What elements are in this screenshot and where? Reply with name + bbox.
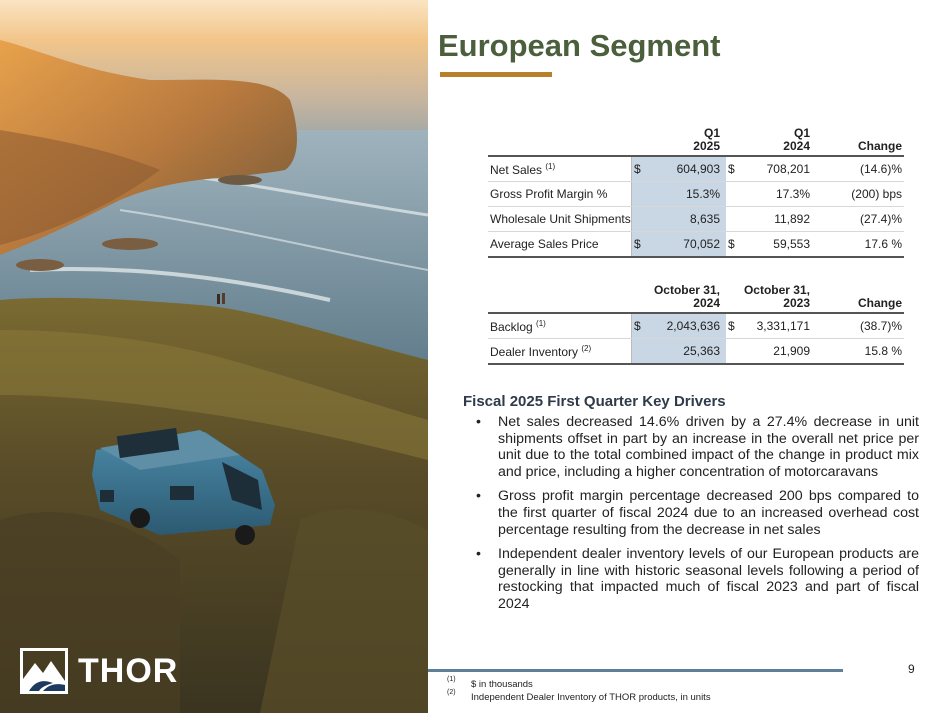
- page-number: 9: [908, 662, 915, 676]
- key-drivers-heading: Fiscal 2025 First Quarter Key Drivers: [463, 393, 726, 410]
- column-header-current: October 31, 2024: [632, 284, 727, 313]
- footer-rule: [428, 669, 843, 672]
- page-title: European Segment: [438, 28, 721, 63]
- table-row: Net Sales $^{(1)}$ $ 604,903 $ 708,201 (14.6)%: [488, 156, 904, 182]
- column-header-prior: October 31, 2023: [726, 284, 816, 313]
- table-header-row: [488, 284, 904, 313]
- table-row: Dealer Inventory $^{(2)}$ 25,363 21,909 15.8 %: [488, 339, 904, 365]
- coastal-landscape-illustration: [0, 0, 428, 713]
- table-row: Backlog $^{(1)}$ $ 2,043,636 $ 3,331,171 (38.7)%: [488, 313, 904, 339]
- list-item: • Net sales decreased 14.6% driven by a 27.4% decrease in unit shipments offset in part by an increase in the overall net price per unit due to the total combined impact of the change in product mix and price, including a higher concentration of motorcaravans: [476, 414, 919, 480]
- list-item: • Independent dealer inventory levels of our European products are generally in line with historic seasonal levels following a period of restocking that impacted much of fiscal 2023 and part of fiscal 2024: [476, 546, 919, 612]
- logo-text: THOR: [78, 651, 179, 690]
- table-row: Wholesale Unit Shipments 8,635 11,892 (27.4)%: [488, 207, 904, 232]
- list-item: • Gross profit margin percentage decreased 200 bps compared to the first quarter of fiscal 2024 due to an increased overhead cost percentage resulting from the decrease in net sales: [476, 488, 919, 538]
- key-drivers-list: [476, 414, 919, 621]
- column-header-prior: Q1 2024: [726, 127, 816, 156]
- table-header-row: [488, 127, 904, 156]
- bullet-icon: •: [476, 546, 481, 563]
- title-accent-rule: [440, 72, 552, 77]
- table-row: Gross Profit Margin % 15.3% 17.3% (200) bps: [488, 182, 904, 207]
- thor-logo: [20, 648, 178, 694]
- column-header-change: Change: [816, 127, 904, 156]
- hero-photo: [0, 0, 428, 713]
- bullet-icon: •: [476, 414, 481, 430]
- quarterly-results-table: [488, 127, 904, 258]
- backlog-inventory-table: [488, 284, 904, 365]
- thor-mountain-logo-icon: [20, 648, 68, 694]
- column-header-change: Change: [816, 284, 904, 313]
- bullet-icon: •: [476, 488, 481, 505]
- column-header-current: Q1 2025: [632, 127, 727, 156]
- table-row: Average Sales Price $ 70,052 $ 59,553 17.6 %: [488, 232, 904, 258]
